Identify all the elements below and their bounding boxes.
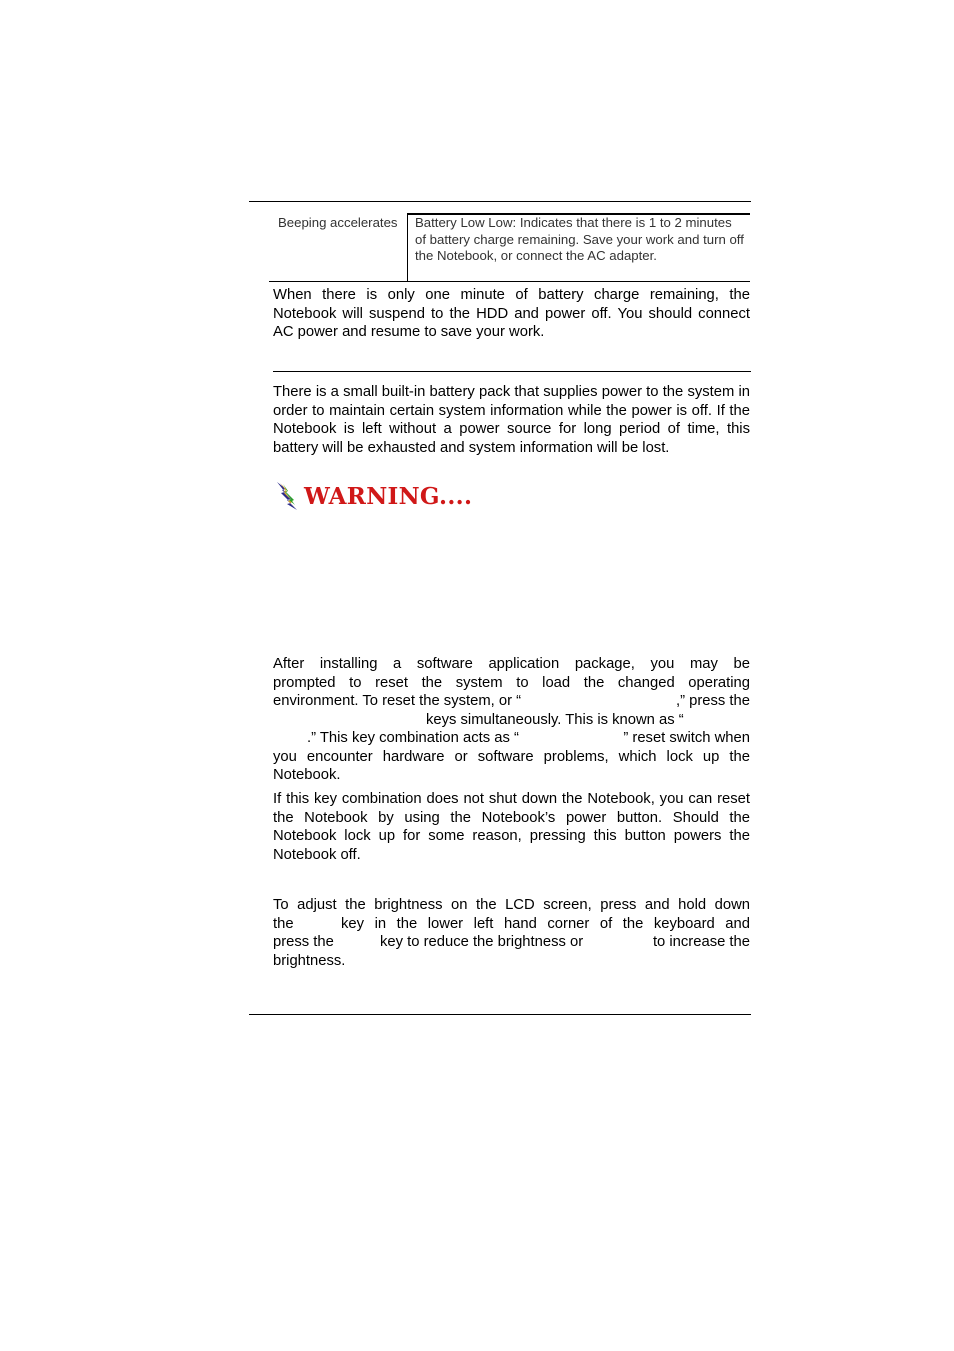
reset-line-5 <box>273 729 750 748</box>
table-bottom-border <box>269 281 750 282</box>
page-bottom-rule <box>249 1014 751 1015</box>
reset-line-3 <box>273 692 750 711</box>
paragraph-brightness <box>273 896 750 970</box>
brightness-line-3c: to increase the <box>652 934 750 950</box>
lightning-bolt-icon <box>275 481 299 511</box>
paragraph-built-in-battery: There is a small built-in battery pack that supplies power to the system in order to maintain certain system information while the power is off. If the Notebook is left without a power source for long period of time, this battery will be exhausted and system information will be lost. <box>273 384 750 456</box>
reset-line-7: Notebook. <box>273 767 341 783</box>
section-rule <box>273 371 751 372</box>
brightness-line-3a: press the <box>273 934 334 950</box>
reset-line-2: prompted to reset the system to load the changed operating <box>273 674 750 691</box>
table-cell-beeping: Beeping accelerates <box>278 215 398 230</box>
reset-line-4 <box>273 711 750 730</box>
reset-line-6: you encounter hardware or software problems, which lock up the <box>273 748 750 765</box>
brightness-line-3b: key to reduce the brightness or <box>380 934 584 950</box>
warning-banner <box>275 480 472 512</box>
warning-label: WARNING.... <box>304 482 473 510</box>
reset-line-5b: ” reset switch when <box>623 730 750 746</box>
paragraph-reset <box>273 655 750 785</box>
reset-line-3a: environment. To reset the system, or “ <box>273 693 522 709</box>
paragraph-suspend: When there is only one minute of battery charge remaining, the Notebook will suspend to the HDD and power off. You should connect AC power and resume to save your work. <box>273 287 750 340</box>
table-cell-battery-low: Battery Low Low: Indicates that there is 1 to 2 minutes of battery charge remaining. Save your work and turn off the Notebook, or connect the AC adapter. <box>415 215 744 263</box>
brightness-line-3 <box>273 933 750 952</box>
brightness-line-4: brightness. <box>273 952 346 969</box>
paragraph-power-button: If this key combination does not shut down the Notebook, you can reset the Notebook by using the Notebook’s power button. Should the Notebook lock up for some reason, pressing this button powers the Notebook off. <box>273 791 750 863</box>
reset-line-3b: ,” press the <box>675 693 750 709</box>
table-column-divider <box>407 213 408 281</box>
brightness-line-2b: key in the lower left hand corner of the keyboard and <box>341 915 750 932</box>
page-top-rule <box>249 201 751 202</box>
brightness-line-2 <box>273 915 750 934</box>
brightness-line-2a: the <box>273 915 294 932</box>
brightness-line-1: To adjust the brightness on the LCD screen, press and hold down <box>273 897 750 913</box>
reset-line-4-text: keys simultaneously. This is known as “ <box>426 711 684 728</box>
reset-line-1: After installing a software application package, you may be <box>273 656 750 672</box>
reset-line-5a: .” This key combination acts as “ <box>307 730 519 746</box>
